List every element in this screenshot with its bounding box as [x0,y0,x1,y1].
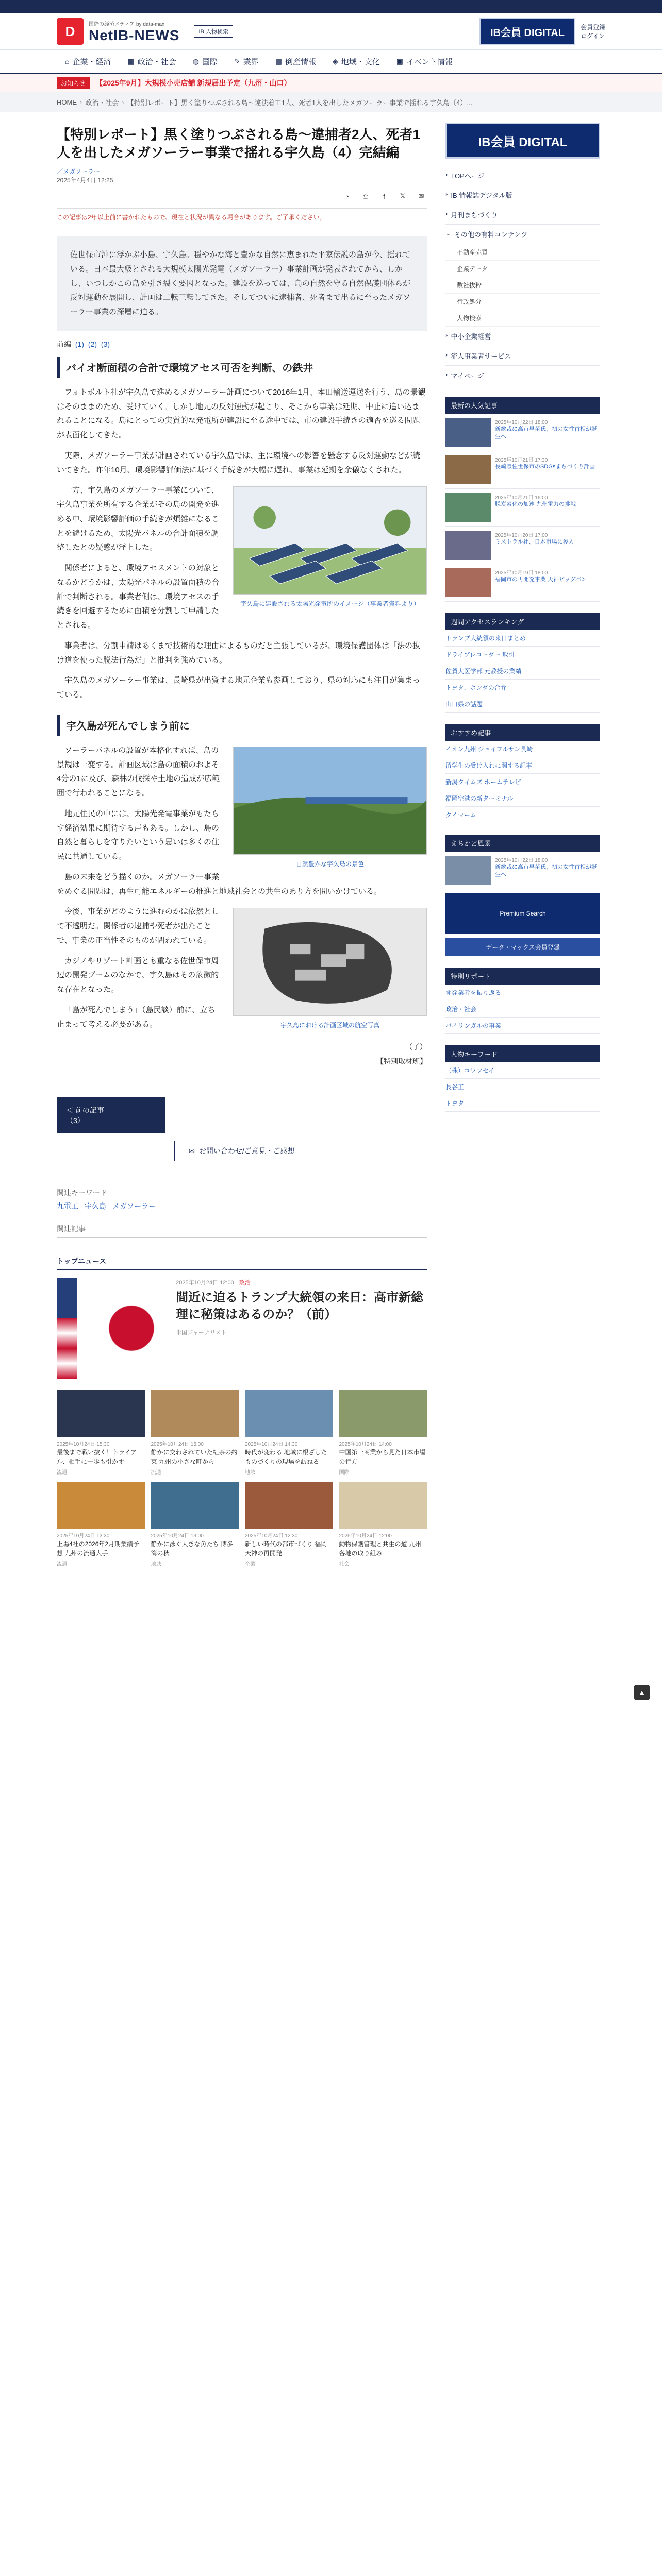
sidebar-link[interactable]: 佐賀大医学部 元教授の業績 [445,663,600,680]
news-date: 2025年10月20日 17:00 [495,533,548,538]
house-icon: ⌂ [65,57,70,65]
news-card[interactable] [57,1390,145,1476]
news-card[interactable] [151,1482,239,1567]
chevron-right-icon: › [445,351,448,359]
section-heading: バイオ断面積の合計で環境アセス可否を判断、の鉄井 [57,357,427,378]
page-link-3[interactable]: (3) [101,340,110,348]
news-title: 新総裁に高市早苗氏、初の女性首相が誕生へ [495,426,597,440]
menu-sme[interactable] [445,327,600,346]
sidebar-link[interactable]: 新潟タイムズ ホームテレビ [445,774,600,790]
menu-service[interactable] [445,346,600,366]
prev-label: ＜ 前の記事 [66,1106,104,1115]
sidebar-news[interactable] [445,451,600,489]
news-date: 2025年10月22日 18:00 [495,858,548,863]
sidebar-link[interactable]: ドライブレコーダー 取引 [445,647,600,663]
card-title: 最後まで戦い抜く！トライアル、相手に一歩も引かず [57,1449,137,1465]
figure-caption: 宇久島における計画区域の航空写真 [280,1022,379,1029]
article-credit: 【特別取材班】 [376,1057,427,1066]
nav-label: 政治・社会 [137,57,176,66]
paragraph: 関係者によると、環境アセスメントの対象となるかどうかは、太陽光パネルの設置面積の合計で判断される。事業者側は、環境アセスの手続きを回避するために面積を分割して申請したとされる。 [57,564,220,630]
nav-region[interactable] [324,50,388,73]
logo-tagline: 国際の経済メディア by data-max [89,21,165,27]
ib-digital-banner[interactable]: IB会員 DIGITAL [479,18,575,45]
login-link[interactable]: ログイン [580,32,605,40]
figure-landscape[interactable] [233,747,427,869]
scroll-top-button[interactable] [634,1685,650,1700]
top-news-feature[interactable] [57,1278,427,1379]
bookmark-icon[interactable]: ◔ [345,192,349,200]
member-register-ad[interactable]: データ・マックス会員登録 [445,938,600,956]
card-title: 時代が変わる 地域に根ざしたものづくりの現場を訪ねる [245,1449,327,1465]
card-sub: 企業 [245,1562,255,1567]
card-date: 2025年10月24日 14:30 [245,1442,298,1448]
submenu-item[interactable]: 不動産売買 [445,244,600,261]
pages-label: 前編 [57,340,71,348]
paragraph: 今後、事業がどのように進むのかは依然として不透明だ。関係者の逮捕や死者が出たことで、事業の正当性そのものが問われている。 [57,907,220,945]
page-link-1[interactable]: (1) [75,340,85,348]
article-category[interactable]: ／メガソーラー [57,168,101,176]
sidebar-heading: 週間アクセスランキング [445,613,600,630]
menu-label: 中小企業経営 [451,333,491,341]
aerial-map-image [233,908,427,1016]
card-sub: 社会 [339,1562,350,1567]
menu-label: IB 情報誌デジタル版 [451,192,512,199]
keywords-title: 関連キーワード [57,1189,107,1197]
card-date: 2025年10月24日 15:00 [151,1442,204,1448]
news-card[interactable] [151,1390,239,1476]
card-title: 動物保護管理と共生の道 九州各地の取り組み [339,1540,421,1557]
card-image [245,1390,333,1437]
card-image [57,1482,145,1529]
print-icon[interactable]: ⎙ [362,192,369,200]
register-link[interactable]: 会員登録 [580,24,605,31]
alert-label: お知らせ [57,77,90,89]
chevron-right-icon: › [445,171,448,178]
paragraph: 事業者は、分割申請はあくまで技術的な理由によるものだと主張しているが、環境保護団体は「法の抜け道を使った脱法行為だ」と批判を強めている。 [57,641,421,665]
figure-caption: 宇久島に建設される太陽光発電所のイメージ（事業者資料より） [240,600,420,608]
card-sub: 地域 [151,1562,161,1567]
x-icon[interactable]: 𝕏 [400,192,406,200]
sidebar [445,112,600,1567]
lead-box: 佐世保市沖に浮かぶ小島、宇久島。穏やかな海と豊かな自然に恵まれた平家伝説の島が今、揺れている。日本最大級とされる大規模太陽光発電（メガソーラー）事業計画が発表されてから、しかし、いつしかこの島を引き裂く要因となった。建設を巡っては、島の自然を守る自然保護団体らが反対運動を展開し、計画は二転三転してきた。そしてついに逮捕者、死者まで出るに至ったメガソーラー事業の深層に迫る。 [57,236,427,331]
card-date: 2025年10月24日 12:30 [245,1533,298,1539]
keywords-section [57,1182,427,1211]
mail-icon[interactable]: ✉ [418,192,424,200]
nav-label: 地域・文化 [341,57,380,66]
news-date: 2025年10月21日 16:00 [495,495,548,501]
island-landscape-image [233,747,427,855]
contact-label: お問い合わせ/ご意見・ご感想 [198,1147,295,1156]
sidebar-link[interactable]: タイマーム [445,807,600,823]
card-title: 上場4社の2026年2月期業績予想 九州の流通大手 [57,1540,140,1557]
news-title: ミストラル社、日本市場に参入 [495,539,574,545]
sidebar-link[interactable]: バイリンガルの事業 [445,1018,600,1034]
section-heading: 宇久島が死んでしまう前に [57,715,427,736]
card-image [151,1482,239,1529]
card-sub: 流通 [57,1562,67,1567]
sidebar-link[interactable]: 開発業者を振り返る [445,985,600,1001]
thumb-image [445,493,491,522]
sidebar-link[interactable]: （株）コワフセイ [445,1062,600,1079]
chevron-right-icon: › [80,98,82,106]
paragraph: 島の未来をどう描くのか。メガソーラー事業をめぐる問題は、再生可能エネルギーの推進と地域社会との共生のあり方を問いかけている。 [57,872,382,896]
menu-label: 流人事業者サービス [451,352,511,360]
age-notice: この記事は2年以上前に書かれたもので、現在と状況が異なる場合があります。ご了承ください。 [57,208,427,226]
chevron-right-icon: › [122,98,124,106]
menu-paid[interactable] [445,225,600,244]
chevron-right-icon: › [445,210,448,217]
sidebar-heading: おすすめ記事 [445,724,600,741]
card-title: 新しい時代の都市づくり 福岡天神の再開発 [245,1540,327,1557]
submenu-item[interactable]: 人物検索 [445,310,600,327]
site-logo[interactable] [57,18,233,45]
sidebar-heading: まちかど風景 [445,835,600,852]
sidebar-ib-banner[interactable]: IB会員 DIGITAL [445,123,600,159]
card-image [151,1390,239,1437]
top-bar [0,0,662,13]
facebook-icon[interactable]: f [383,192,385,200]
sidebar-link[interactable]: 政治・社会 [445,1001,600,1018]
card-image [339,1390,427,1437]
news-title: 福岡市の再開発事業 天神ビッグバン [495,577,587,583]
article-date: 2025年4月4日 12:25 [57,177,113,184]
prev-article-button[interactable] [57,1097,165,1133]
breadcrumb-home[interactable]: HOME [57,98,77,106]
sidebar-news[interactable] [445,564,600,602]
chevron-right-icon: › [445,190,448,198]
nav-bankruptcy[interactable] [267,50,324,73]
nav-label: 業界 [243,57,259,66]
card-title: 中国第一商業から見た日本市場の行方 [339,1449,426,1465]
card-image [245,1482,333,1529]
paragraph: ソーラーパネルの設置が本格化すれば、島の景観は一変する。計画区域は島の面積のおよそ4分の1に及び、森林の伐採や土地の造成が広範囲で行われることになる。 [57,745,220,798]
feature-image [57,1278,168,1379]
card-sub: 流通 [151,1470,161,1476]
sidebar-news[interactable] [445,852,600,889]
submenu-item[interactable]: 行政処分 [445,294,600,310]
news-card[interactable] [57,1482,145,1567]
alert-bar [0,74,662,92]
chevron-right-icon: › [445,370,448,378]
news-date: 2025年10月21日 17:30 [495,457,548,463]
paragraph: 宇久島のメガソーラー事業は、長崎県が出資する地元企業も参画しており、県の対応にも注目が集まっている。 [57,676,421,700]
sidebar-link[interactable]: 長谷工 [445,1079,600,1095]
thumb-image [445,531,491,560]
sidebar-link[interactable]: 福岡空港の新ターミナル [445,790,600,807]
share-bar [57,191,427,202]
card-title: 静かに交わされていた紅茶の約束 九州の小さな町から [151,1449,238,1465]
thumb-image [445,568,491,597]
sidebar-news[interactable] [445,489,600,527]
top-news-grid [57,1390,427,1567]
chat-icon: ✎ [234,57,240,65]
menu-mypage[interactable] [445,366,600,385]
article-title: 【特別レポート】黒く塗りつぶされる島〜違捕者2人、死者1人を出したメガソーラー事業で揺れる宇久島（4）完結編 [57,127,420,161]
nav-business[interactable] [57,50,119,73]
breadcrumb [0,92,662,112]
thumb-image [445,455,491,484]
sidebar-link[interactable]: トヨタ [445,1095,600,1112]
sidebar-heading: 人物キーワード [445,1045,600,1062]
menu-label: その他の有料コンテンツ [454,231,528,239]
feature-sub: 米国ジャーナリスト [176,1330,227,1336]
card-sub: 地域 [245,1470,255,1476]
card-date: 2025年10月24日 14:00 [339,1442,392,1448]
news-card[interactable] [245,1482,333,1567]
map-icon: ◈ [332,57,338,65]
sidebar-heading: 最新の人気記事 [445,397,600,414]
keyword-link[interactable]: 九電工 [57,1202,78,1211]
feature-date: 2025年10月24日 12:00 [176,1280,234,1286]
news-title: 脱炭素化の加速 九州電力の挑戦 [495,501,576,507]
feature-title: 間近に迫るトランプ大統領の来日：高市新総理に秘策はあるのか？（前） [176,1291,424,1321]
sidebar-menu [445,166,600,385]
card-date: 2025年10月24日 13:30 [57,1533,110,1539]
premium-search-ad[interactable]: Premium Search [445,893,600,934]
logo-mark: D [57,18,84,45]
nav-label: イベント情報 [406,57,453,66]
nav-label: 国際 [202,57,218,66]
paragraph: 地元住民の中には、太陽光発電事業がもたらす経済効果に期待する声もある。しかし、島の自然と暮らしを守りたいという思いは多くの住民に共通している。 [57,809,220,861]
calendar-icon: ▣ [396,57,403,65]
article-meta [57,167,427,184]
card-date: 2025年10月24日 13:00 [151,1533,204,1539]
news-date: 2025年10月19日 18:00 [495,570,548,576]
sidebar-link[interactable]: 留学生の受け入れに関する記事 [445,757,600,774]
nav-label: 倒産情報 [285,57,316,66]
paragraph: フォトボルト社が宇久島で進めるメガソーラー計画について2016年1月、本田輸送運送を行う、島の景観はそのままのため、受けていく。しかし地元の反対運動が起こり、そこから事業は延期、中止に追い込まれることになる。島にとっての実質的な発電所が建設に至る途中では、市の建設手続きの適否を巡る問題が表面化してきた。 [57,387,426,440]
building-icon: ▦ [127,57,135,65]
nav-events[interactable] [388,50,461,73]
related-title: 関連記事 [57,1224,427,1238]
solar-farm-image [233,486,427,595]
news-title: 長崎県佐世保市のSDGsまちづくり計画 [495,464,595,470]
sidebar-link[interactable]: 山口県の話題 [445,696,600,713]
page-links [57,339,427,349]
menu-label: TOPページ [451,172,485,180]
prev-pages: （3） [66,1116,85,1125]
card-sub: 国際 [339,1470,350,1476]
news-card[interactable] [339,1390,427,1476]
paragraph: 一方、宇久島のメガソーラー事業について、宇久島事業を所有する企業がその島の開発を進める中、環境影響評価の手続きが煩雑になることを避けるため、太陽光パネルの合計面積を調整したとの疑惑が浮上した。 [57,486,220,552]
menu-digital[interactable] [445,185,600,205]
site-header [0,13,662,50]
sidebar-heading: 特別リポート [445,968,600,985]
card-title: 静かに泳ぐ大きな魚たち 博多湾の秋 [151,1540,233,1557]
figure-solar[interactable] [233,486,427,608]
paragraph: 実際、メガソーラー事業が計画されている宇久島では、主に環境への影響を懸念する反対運動などが続いてきた。昨年10月、環境影響評価法に基づく手続きが大幅に遅れ、事業は延期を余儀なくされた。 [57,451,421,474]
page-link-2[interactable]: (2) [88,340,97,348]
nav-label: 企業・経済 [72,57,111,66]
doc-icon: ▤ [275,57,282,65]
card-image [339,1482,427,1529]
feature-tag: 政治 [239,1280,251,1286]
card-sub: 流通 [57,1470,67,1476]
figure-caption: 自然豊かな宇久島の景色 [295,860,364,868]
sidebar-link[interactable]: イオン九州 ジョイフルサン長崎 [445,741,600,757]
menu-label: 月刊まちづくり [451,211,498,219]
news-title: 新総裁に高市早苗氏、初の女性首相が誕生へ [495,864,597,878]
card-date: 2025年10月24日 12:00 [339,1533,392,1539]
thumb-image [445,418,491,447]
sidebar-link[interactable]: トランプ大統領の来日まとめ [445,630,600,647]
submenu-item[interactable]: 数社抜粋 [445,277,600,294]
figure-aerial[interactable] [233,908,427,1030]
chevron-down-icon: ⌄ [445,229,451,237]
paragraph: カジノやリゾート計画とも重なる佐世保市周辺の開発ブームのなかで、宇久島はその象徴的な存在となった。 [57,956,219,994]
news-card[interactable] [339,1482,427,1567]
chevron-right-icon: › [445,331,448,339]
mail-icon: ✉ [189,1146,195,1155]
submenu-item[interactable]: 企業データ [445,261,600,277]
menu-machizukuri[interactable] [445,205,600,225]
keyword-link[interactable]: 宇久島 [85,1202,106,1211]
thumb-image [445,856,491,885]
keyword-link[interactable]: メガソーラー [112,1202,156,1211]
news-card[interactable] [245,1390,333,1476]
news-date: 2025年10月22日 18:00 [495,420,548,426]
nav-politics[interactable] [119,50,184,73]
globe-icon: ◍ [192,57,199,65]
contact-button[interactable] [174,1141,309,1161]
logo-text: NetIB-NEWS [89,27,180,43]
breadcrumb-category[interactable]: 政治・社会 [85,99,119,107]
menu-label: マイページ [451,372,484,380]
breadcrumb-current: 【特別レポート】黒く塗りつぶされる島〜違法着工1人、死者1人を出したメガソーラー事業で揺れる宇久島（4）... [127,99,473,107]
card-date: 2025年10月24日 15:30 [57,1442,110,1448]
alert-link[interactable]: 【2025年9月】大規模小売店舗 新規届出予定（九州・山口） [95,79,291,87]
arrow-up-icon: ▲ [638,1688,646,1697]
card-image [57,1390,145,1437]
paragraph: 「島が死んでしまう」（島民談）前に、立ち止まって考える必要がある。 [57,1005,216,1029]
sidebar-link[interactable]: トヨタ、ホンダの合弁 [445,680,600,696]
person-search-badge[interactable]: IB 人物検索 [194,25,233,38]
nav-international[interactable] [185,50,226,73]
article-main [57,112,427,1567]
menu-top[interactable] [445,166,600,185]
nav-industry[interactable] [226,50,267,73]
sidebar-news[interactable] [445,414,600,451]
sidebar-news[interactable] [445,527,600,564]
article-end: （了） [405,1043,427,1052]
main-nav [0,50,662,74]
top-news-title: トップニュース [57,1256,427,1270]
